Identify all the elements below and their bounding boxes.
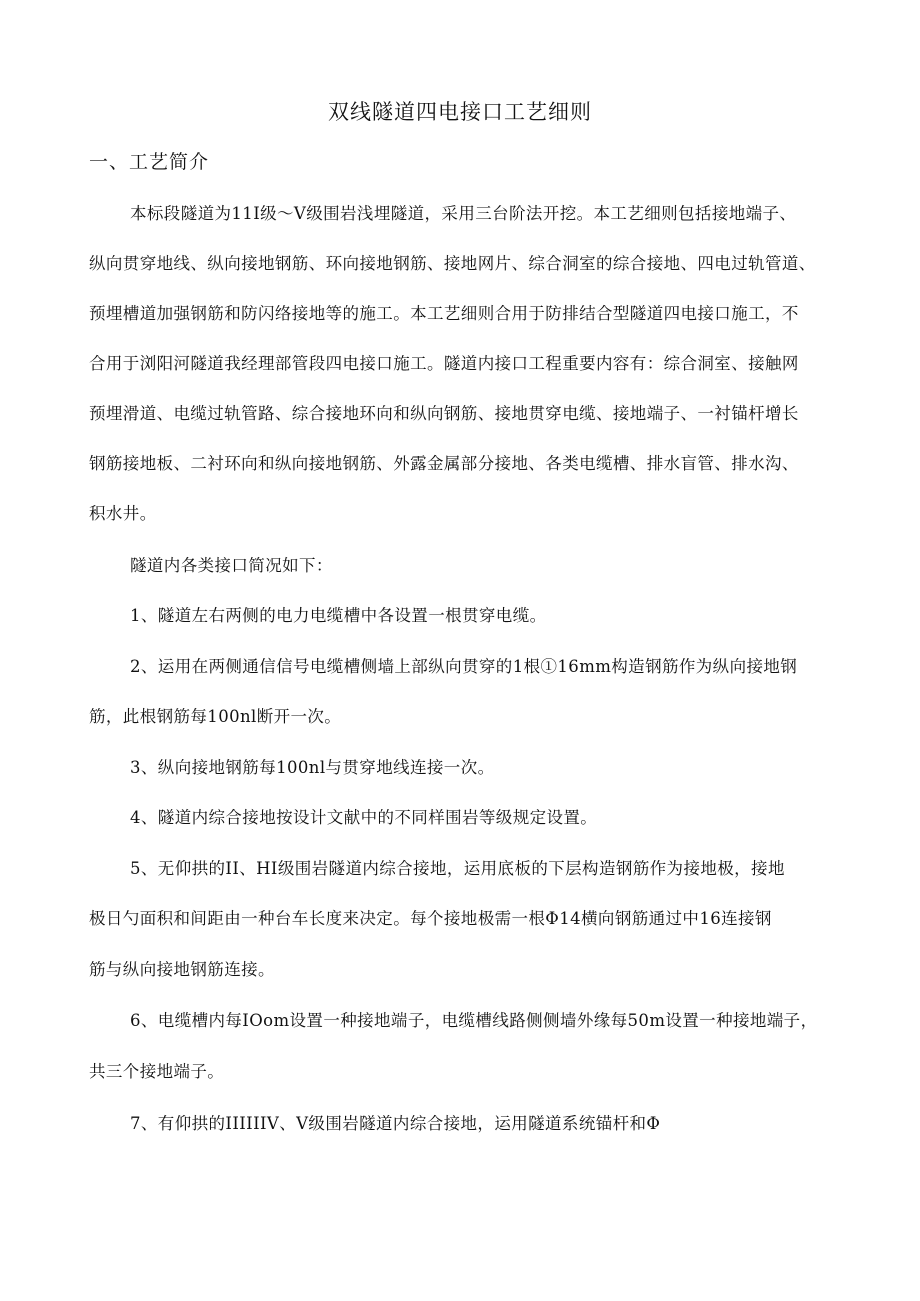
intro-line-6: 钢筋接地板、二衬环向和纵向接地钢筋、外露金属部分接地、各类电缆槽、排水盲管、排水沟、 (89, 454, 799, 473)
section-heading: 一、工艺简介 (89, 151, 210, 173)
overview-line: 隧道内各类接口简况如下： (130, 556, 333, 575)
intro-line-1: 本标段隧道为11I级～V级围岩浅埋隧道，采用三台阶法开挖。本工艺细则包括接地端子、 (130, 204, 797, 223)
item-5-line-2: 极日勺面积和间距由一种台车长度来决定。每个接地极需一根Φ14横向钢筋通过中16连接钢 (89, 909, 772, 928)
item-7: 7、有仰拱的IIIIIIV、V级围岩隧道内综合接地，运用隧道系统锚杆和Φ (130, 1114, 661, 1133)
item-1: 1、隧道左右两侧的电力电缆槽中各设置一根贯穿电缆。 (130, 606, 547, 625)
item-6-line-2: 共三个接地端子。 (89, 1062, 225, 1081)
intro-line-3: 预埋槽道加强钢筋和防闪络接地等的施工。本工艺细则合用于防排结合型隧道四电接口施工，不 (89, 304, 799, 323)
intro-line-7: 积水井。 (89, 504, 157, 523)
item-5-line-1: 5、无仰拱的II、HI级围岩隧道内综合接地，运用底板的下层构造钢筋作为接地极，接地 (130, 859, 785, 878)
intro-line-5: 预埋滑道、电缆过轨管路、综合接地环向和纵向钢筋、接地贯穿电缆、接地端子、一衬锚杆增长 (89, 404, 799, 423)
item-6-line-1: 6、电缆槽内每IOom设置一种接地端子，电缆槽线路侧侧墙外缘每50m设置一种接地端子， (130, 1011, 818, 1030)
intro-line-4: 合用于浏阳河隧道我经理部管段四电接口施工。隧道内接口工程重要内容有：综合洞室、接触网 (89, 354, 799, 373)
item-4: 4、隧道内综合接地按设计文献中的不同样围岩等级规定设置。 (130, 808, 598, 827)
item-2-line-1: 2、运用在两侧通信信号电缆槽侧墙上部纵向贯穿的1根①16mm构造钢筋作为纵向接地钢 (130, 657, 798, 676)
item-5-line-3: 筋与纵向接地钢筋连接。 (89, 960, 275, 979)
item-3: 3、纵向接地钢筋每100nl与贯穿地线连接一次。 (130, 758, 495, 777)
item-2-line-2: 筋，此根钢筋每100nl断开一次。 (89, 707, 342, 726)
document-title: 双线隧道四电接口工艺细则 (328, 100, 592, 124)
intro-line-2: 纵向贯穿地线、纵向接地钢筋、环向接地钢筋、接地网片、综合洞室的综合接地、四电过轨管道、 (89, 254, 816, 273)
